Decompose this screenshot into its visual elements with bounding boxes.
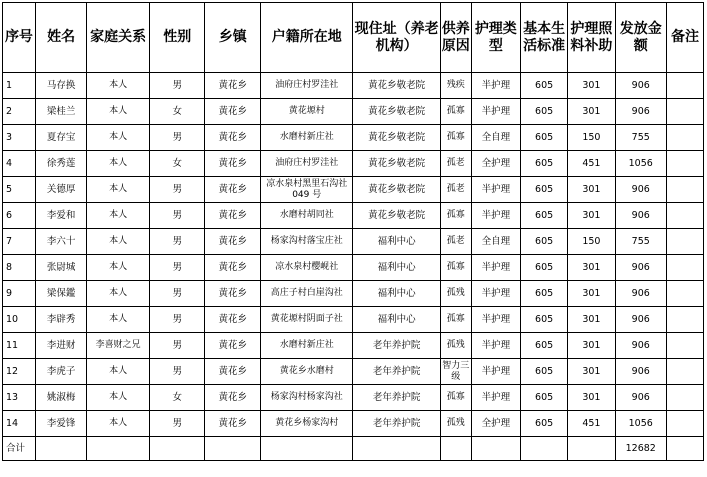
remark-cell xyxy=(666,73,703,99)
care-subsidy-cell: 301 xyxy=(568,307,615,333)
township-cell: 黄花乡 xyxy=(205,151,261,177)
support-reason-cell: 孤残 xyxy=(440,411,471,437)
family-relation-cell: 本人 xyxy=(87,359,150,385)
current-residence-cell: 黄花乡敬老院 xyxy=(353,73,440,99)
header-cell: 家庭关系 xyxy=(87,3,150,73)
name-cell: 马存换 xyxy=(35,73,86,99)
family-relation-cell: 本人 xyxy=(87,99,150,125)
remark-cell xyxy=(666,411,703,437)
care-type-cell: 半护理 xyxy=(471,73,520,99)
household-registration-cell: 油府庄村罗洼社 xyxy=(260,73,353,99)
payment-amount-cell: 1056 xyxy=(615,411,666,437)
care-subsidy-cell: 301 xyxy=(568,177,615,203)
total-label: 合计 xyxy=(3,437,36,461)
care-type-cell: 半护理 xyxy=(471,307,520,333)
household-registration-cell: 水磨村胡同社 xyxy=(260,203,353,229)
payment-amount-cell: 906 xyxy=(615,281,666,307)
household-registration-cell: 凉水泉村黑里石沟社049 号 xyxy=(260,177,353,203)
row-number-cell: 8 xyxy=(3,255,36,281)
payment-amount-cell: 1056 xyxy=(615,151,666,177)
family-relation-cell: 本人 xyxy=(87,229,150,255)
care-subsidy-cell: 301 xyxy=(568,99,615,125)
name-cell: 姚淑梅 xyxy=(35,385,86,411)
family-relation-cell: 本人 xyxy=(87,203,150,229)
name-cell: 李六十 xyxy=(35,229,86,255)
remark-cell xyxy=(666,385,703,411)
empty-cell xyxy=(520,437,567,461)
basic-living-standard-cell: 605 xyxy=(520,203,567,229)
gender-cell: 女 xyxy=(149,151,205,177)
township-cell: 黄花乡 xyxy=(205,177,261,203)
care-subsidy-cell: 150 xyxy=(568,229,615,255)
support-reason-cell: 孤寡 xyxy=(440,203,471,229)
basic-living-standard-cell: 605 xyxy=(520,333,567,359)
payment-amount-cell: 906 xyxy=(615,333,666,359)
current-residence-cell: 黄花乡敬老院 xyxy=(353,99,440,125)
empty-cell xyxy=(205,437,261,461)
table-row xyxy=(3,125,704,151)
township-cell: 黄花乡 xyxy=(205,307,261,333)
name-cell: 李进财 xyxy=(35,333,86,359)
table-row xyxy=(3,307,704,333)
household-registration-cell: 黄花乡水磨村 xyxy=(260,359,353,385)
family-relation-cell: 本人 xyxy=(87,281,150,307)
header-cell: 护理照料补助 xyxy=(568,3,615,73)
row-number-cell: 12 xyxy=(3,359,36,385)
remark-cell xyxy=(666,151,703,177)
header-cell: 乡镇 xyxy=(205,3,261,73)
name-cell: 徐秀莲 xyxy=(35,151,86,177)
support-reason-cell: 智力三级 xyxy=(440,359,471,385)
support-reason-cell: 残疾 xyxy=(440,73,471,99)
gender-cell: 女 xyxy=(149,99,205,125)
header-row xyxy=(3,3,704,73)
empty-cell xyxy=(353,437,440,461)
family-relation-cell: 本人 xyxy=(87,151,150,177)
current-residence-cell: 黄花乡敬老院 xyxy=(353,177,440,203)
support-reason-cell: 孤老 xyxy=(440,229,471,255)
empty-cell xyxy=(149,437,205,461)
township-cell: 黄花乡 xyxy=(205,411,261,437)
remark-cell xyxy=(666,307,703,333)
family-relation-cell: 本人 xyxy=(87,73,150,99)
current-residence-cell: 黄花乡敬老院 xyxy=(353,125,440,151)
row-number-cell: 3 xyxy=(3,125,36,151)
row-number-cell: 13 xyxy=(3,385,36,411)
gender-cell: 男 xyxy=(149,203,205,229)
empty-cell xyxy=(35,437,86,461)
support-reason-cell: 孤残 xyxy=(440,333,471,359)
care-type-cell: 全自理 xyxy=(471,125,520,151)
township-cell: 黄花乡 xyxy=(205,229,261,255)
care-type-cell: 全护理 xyxy=(471,411,520,437)
care-subsidy-cell: 301 xyxy=(568,203,615,229)
care-type-cell: 半护理 xyxy=(471,203,520,229)
current-residence-cell: 福利中心 xyxy=(353,255,440,281)
header-cell: 户籍所在地 xyxy=(260,3,353,73)
family-relation-cell: 本人 xyxy=(87,411,150,437)
empty-cell xyxy=(87,437,150,461)
gender-cell: 男 xyxy=(149,255,205,281)
family-relation-cell: 本人 xyxy=(87,255,150,281)
gender-cell: 男 xyxy=(149,177,205,203)
support-reason-cell: 孤残 xyxy=(440,281,471,307)
table-row xyxy=(3,411,704,437)
header-cell: 姓名 xyxy=(35,3,86,73)
total-amount: 12682 xyxy=(615,437,666,461)
basic-living-standard-cell: 605 xyxy=(520,229,567,255)
household-registration-cell: 水磨村新庄社 xyxy=(260,125,353,151)
gender-cell: 男 xyxy=(149,359,205,385)
household-registration-cell: 水磨村新庄社 xyxy=(260,333,353,359)
gender-cell: 女 xyxy=(149,385,205,411)
gender-cell: 男 xyxy=(149,281,205,307)
relief-table xyxy=(2,2,704,461)
basic-living-standard-cell: 605 xyxy=(520,359,567,385)
current-residence-cell: 黄花乡敬老院 xyxy=(353,151,440,177)
row-number-cell: 5 xyxy=(3,177,36,203)
current-residence-cell: 黄花乡敬老院 xyxy=(353,203,440,229)
support-reason-cell: 孤寡 xyxy=(440,307,471,333)
basic-living-standard-cell: 605 xyxy=(520,255,567,281)
care-type-cell: 全护理 xyxy=(471,151,520,177)
row-number-cell: 4 xyxy=(3,151,36,177)
name-cell: 夏存宝 xyxy=(35,125,86,151)
township-cell: 黄花乡 xyxy=(205,203,261,229)
gender-cell: 男 xyxy=(149,411,205,437)
name-cell: 张尉城 xyxy=(35,255,86,281)
row-number-cell: 6 xyxy=(3,203,36,229)
care-subsidy-cell: 301 xyxy=(568,359,615,385)
remark-cell xyxy=(666,229,703,255)
table-body xyxy=(3,73,704,461)
care-subsidy-cell: 301 xyxy=(568,333,615,359)
name-cell: 李虎子 xyxy=(35,359,86,385)
empty-cell xyxy=(568,437,615,461)
table-row xyxy=(3,333,704,359)
remark-cell xyxy=(666,333,703,359)
township-cell: 黄花乡 xyxy=(205,385,261,411)
remark-cell xyxy=(666,359,703,385)
care-subsidy-cell: 301 xyxy=(568,385,615,411)
gender-cell: 男 xyxy=(149,125,205,151)
row-number-cell: 10 xyxy=(3,307,36,333)
basic-living-standard-cell: 605 xyxy=(520,125,567,151)
table-row xyxy=(3,281,704,307)
family-relation-cell: 本人 xyxy=(87,307,150,333)
current-residence-cell: 福利中心 xyxy=(353,307,440,333)
name-cell: 梁桂兰 xyxy=(35,99,86,125)
row-number-cell: 1 xyxy=(3,73,36,99)
household-registration-cell: 杨家沟村杨家沟社 xyxy=(260,385,353,411)
care-type-cell: 半护理 xyxy=(471,333,520,359)
remark-cell xyxy=(666,255,703,281)
basic-living-standard-cell: 605 xyxy=(520,151,567,177)
table-row xyxy=(3,385,704,411)
township-cell: 黄花乡 xyxy=(205,73,261,99)
name-cell: 李辟秀 xyxy=(35,307,86,333)
care-type-cell: 半护理 xyxy=(471,177,520,203)
empty-cell xyxy=(666,437,703,461)
household-registration-cell: 杨家沟村落宝庄社 xyxy=(260,229,353,255)
household-registration-cell: 高庄子村白崖沟社 xyxy=(260,281,353,307)
basic-living-standard-cell: 605 xyxy=(520,411,567,437)
payment-amount-cell: 906 xyxy=(615,203,666,229)
name-cell: 李爱锋 xyxy=(35,411,86,437)
empty-cell xyxy=(440,437,471,461)
row-number-cell: 14 xyxy=(3,411,36,437)
support-reason-cell: 孤寡 xyxy=(440,99,471,125)
gender-cell: 男 xyxy=(149,73,205,99)
table-row xyxy=(3,359,704,385)
remark-cell xyxy=(666,177,703,203)
current-residence-cell: 福利中心 xyxy=(353,281,440,307)
payment-amount-cell: 906 xyxy=(615,359,666,385)
family-relation-cell: 本人 xyxy=(87,385,150,411)
support-reason-cell: 孤寡 xyxy=(440,385,471,411)
care-type-cell: 半护理 xyxy=(471,281,520,307)
payment-amount-cell: 906 xyxy=(615,99,666,125)
care-subsidy-cell: 451 xyxy=(568,411,615,437)
care-subsidy-cell: 301 xyxy=(568,281,615,307)
gender-cell: 男 xyxy=(149,333,205,359)
header-cell: 护理类型 xyxy=(471,3,520,73)
name-cell: 梁保鑑 xyxy=(35,281,86,307)
township-cell: 黄花乡 xyxy=(205,281,261,307)
payment-amount-cell: 906 xyxy=(615,385,666,411)
current-residence-cell: 老年养护院 xyxy=(353,411,440,437)
name-cell: 李爱和 xyxy=(35,203,86,229)
row-number-cell: 2 xyxy=(3,99,36,125)
empty-cell xyxy=(260,437,353,461)
care-subsidy-cell: 301 xyxy=(568,73,615,99)
row-number-cell: 7 xyxy=(3,229,36,255)
care-type-cell: 半护理 xyxy=(471,359,520,385)
row-number-cell: 11 xyxy=(3,333,36,359)
basic-living-standard-cell: 605 xyxy=(520,385,567,411)
header-cell: 发放金额 xyxy=(615,3,666,73)
care-type-cell: 半护理 xyxy=(471,385,520,411)
table-row xyxy=(3,255,704,281)
basic-living-standard-cell: 605 xyxy=(520,99,567,125)
township-cell: 黄花乡 xyxy=(205,99,261,125)
header-cell: 供养原因 xyxy=(440,3,471,73)
township-cell: 黄花乡 xyxy=(205,255,261,281)
current-residence-cell: 老年养护院 xyxy=(353,385,440,411)
payment-amount-cell: 755 xyxy=(615,229,666,255)
table-row xyxy=(3,229,704,255)
basic-living-standard-cell: 605 xyxy=(520,281,567,307)
header-cell: 序号 xyxy=(3,3,36,73)
support-reason-cell: 孤老 xyxy=(440,177,471,203)
care-type-cell: 半护理 xyxy=(471,255,520,281)
care-type-cell: 半护理 xyxy=(471,99,520,125)
basic-living-standard-cell: 605 xyxy=(520,177,567,203)
care-subsidy-cell: 150 xyxy=(568,125,615,151)
township-cell: 黄花乡 xyxy=(205,125,261,151)
basic-living-standard-cell: 605 xyxy=(520,73,567,99)
payment-amount-cell: 906 xyxy=(615,255,666,281)
gender-cell: 男 xyxy=(149,229,205,255)
support-reason-cell: 孤老 xyxy=(440,151,471,177)
name-cell: 关德厚 xyxy=(35,177,86,203)
table-row xyxy=(3,151,704,177)
family-relation-cell: 本人 xyxy=(87,125,150,151)
care-subsidy-cell: 301 xyxy=(568,255,615,281)
header-cell: 基本生活标准 xyxy=(520,3,567,73)
care-type-cell: 全自理 xyxy=(471,229,520,255)
current-residence-cell: 福利中心 xyxy=(353,229,440,255)
family-relation-cell: 本人 xyxy=(87,177,150,203)
header-cell: 备注 xyxy=(666,3,703,73)
header-cell: 性别 xyxy=(149,3,205,73)
current-residence-cell: 老年养护院 xyxy=(353,333,440,359)
household-registration-cell: 油府庄村罗洼社 xyxy=(260,151,353,177)
remark-cell xyxy=(666,125,703,151)
payment-amount-cell: 906 xyxy=(615,307,666,333)
empty-cell xyxy=(471,437,520,461)
household-registration-cell: 黄花塬村 xyxy=(260,99,353,125)
gender-cell: 男 xyxy=(149,307,205,333)
payment-amount-cell: 755 xyxy=(615,125,666,151)
remark-cell xyxy=(666,203,703,229)
table-row xyxy=(3,177,704,203)
family-relation-cell: 李喜财之兄 xyxy=(87,333,150,359)
table-row xyxy=(3,73,704,99)
household-registration-cell: 黄花乡杨家沟村 xyxy=(260,411,353,437)
payment-amount-cell: 906 xyxy=(615,73,666,99)
current-residence-cell: 老年养护院 xyxy=(353,359,440,385)
remark-cell xyxy=(666,99,703,125)
row-number-cell: 9 xyxy=(3,281,36,307)
support-reason-cell: 孤寡 xyxy=(440,255,471,281)
total-row xyxy=(3,437,704,461)
table-row xyxy=(3,203,704,229)
remark-cell xyxy=(666,281,703,307)
household-registration-cell: 凉水泉村樱岘社 xyxy=(260,255,353,281)
township-cell: 黄花乡 xyxy=(205,359,261,385)
support-reason-cell: 孤寡 xyxy=(440,125,471,151)
header-cell: 现住址（养老机构） xyxy=(353,3,440,73)
household-registration-cell: 黄花塬村阴面子社 xyxy=(260,307,353,333)
payment-amount-cell: 906 xyxy=(615,177,666,203)
basic-living-standard-cell: 605 xyxy=(520,307,567,333)
table-row xyxy=(3,99,704,125)
care-subsidy-cell: 451 xyxy=(568,151,615,177)
township-cell: 黄花乡 xyxy=(205,333,261,359)
